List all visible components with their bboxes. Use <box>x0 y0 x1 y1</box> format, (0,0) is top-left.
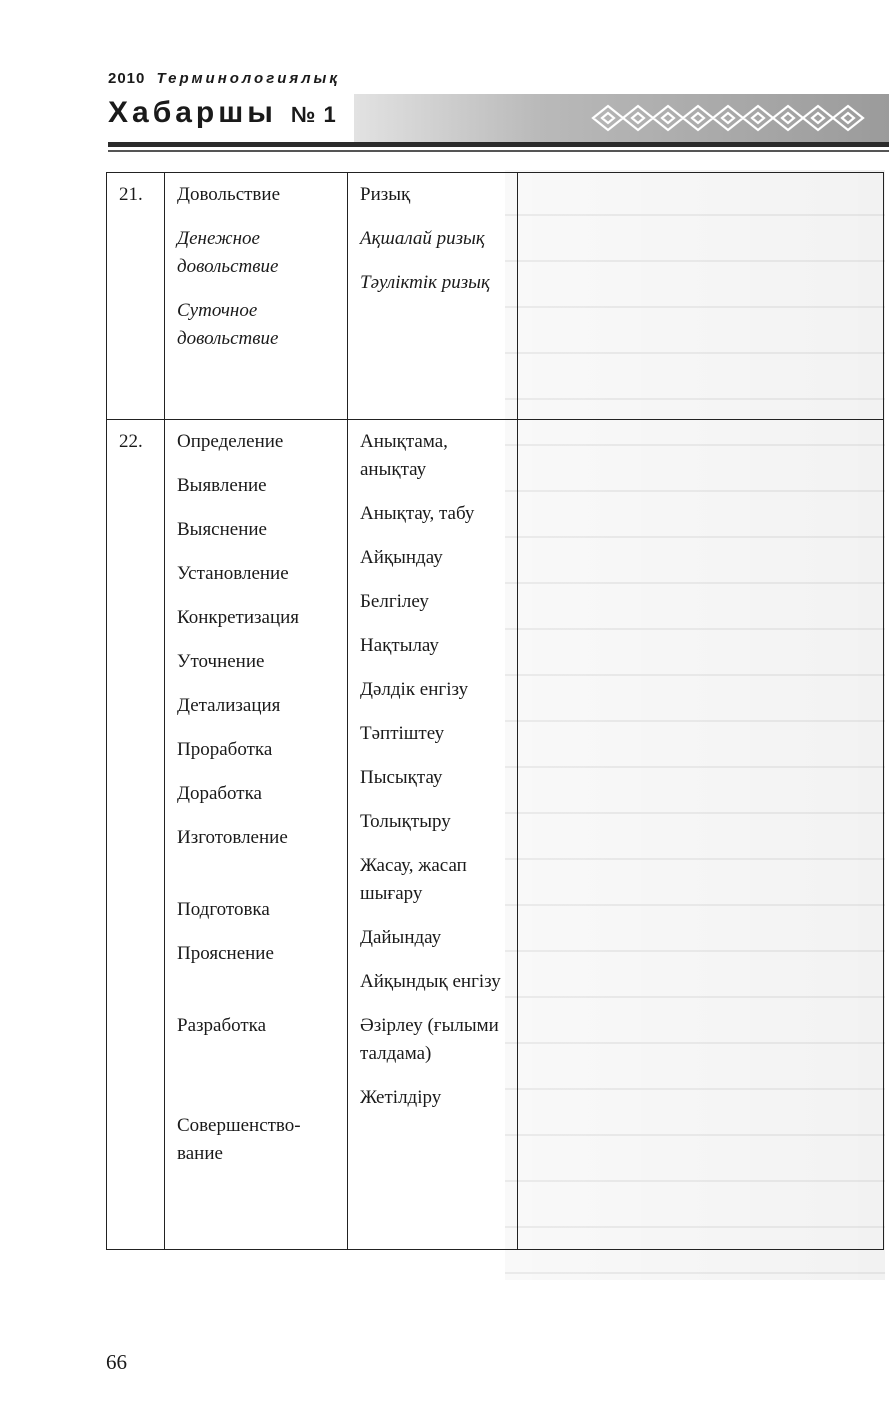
term-ru: Прояснение <box>177 943 274 964</box>
header-rule-thin <box>108 150 889 152</box>
term-ru: Доработка <box>177 783 262 804</box>
entry-number: 22. <box>107 420 165 1250</box>
header-year-line <box>108 70 340 87</box>
term-kz: Жасау, жасап шығару <box>360 855 467 904</box>
journal-title-text: Хабаршы <box>108 96 277 129</box>
table-row <box>107 173 884 420</box>
term-ru: Денежное довольствие <box>177 228 279 277</box>
term-ru: Суточное довольствие <box>177 300 279 349</box>
header-year: 2010 <box>108 70 146 87</box>
term-kz: Ризық <box>360 184 411 205</box>
term-ru: Подготовка <box>177 899 270 920</box>
issue-number: № 1 <box>290 102 337 127</box>
ornament-icon <box>588 100 878 136</box>
term-kz: Тәптіштеу <box>360 723 445 744</box>
table-row <box>107 420 884 1250</box>
term-ru: Установление <box>177 563 289 584</box>
term-kz: Жетілдіру <box>360 1087 442 1108</box>
term-ru: Определение <box>177 431 284 452</box>
notes-cell <box>518 173 884 420</box>
term-kz: Пысықтау <box>360 767 443 788</box>
header-journal-word: Терминологиялық <box>156 70 340 87</box>
term-ru: Выяснение <box>177 519 267 540</box>
term-kz: Нақтылау <box>360 635 439 656</box>
kazakh-terms-cell <box>348 420 518 1250</box>
term-ru: Разработка <box>177 1015 267 1036</box>
term-ru: Выявление <box>177 475 267 496</box>
journal-title <box>108 96 337 130</box>
header-rule-thick <box>108 142 889 147</box>
notes-cell <box>518 420 884 1250</box>
term-kz: Әзірлеу (ғылыми талдама) <box>360 1015 499 1064</box>
term-kz: Айқындау <box>360 547 443 568</box>
russian-terms-cell <box>165 173 348 420</box>
term-ru: Изготовление <box>177 827 288 848</box>
journal-header <box>108 66 889 156</box>
page-number: 66 <box>106 1350 127 1374</box>
term-kz: Анықтама, анықтау <box>360 431 448 480</box>
terms-table <box>106 172 884 1250</box>
term-ru: Детализация <box>177 695 281 716</box>
russian-terms-cell <box>165 420 348 1250</box>
term-ru: Уточнение <box>177 651 265 672</box>
term-ru: Совершенство-вание <box>177 1115 301 1164</box>
term-kz: Дайындау <box>360 927 442 948</box>
term-kz: Толықтыру <box>360 811 451 832</box>
term-ru: Конкретизация <box>177 607 300 628</box>
term-kz: Дәлдік енгізу <box>360 679 469 700</box>
term-ru: Проработка <box>177 739 273 760</box>
term-kz: Белгілеу <box>360 591 429 612</box>
term-ru: Довольствие <box>177 184 281 205</box>
term-kz: Анықтау, табу <box>360 503 475 524</box>
term-kz: Ақшалай ризық <box>360 228 485 249</box>
term-kz: Тәуліктік ризық <box>360 272 490 293</box>
entry-number: 21. <box>107 173 165 420</box>
term-kz: Айқындық енгізу <box>360 971 501 992</box>
kazakh-terms-cell <box>348 173 518 420</box>
